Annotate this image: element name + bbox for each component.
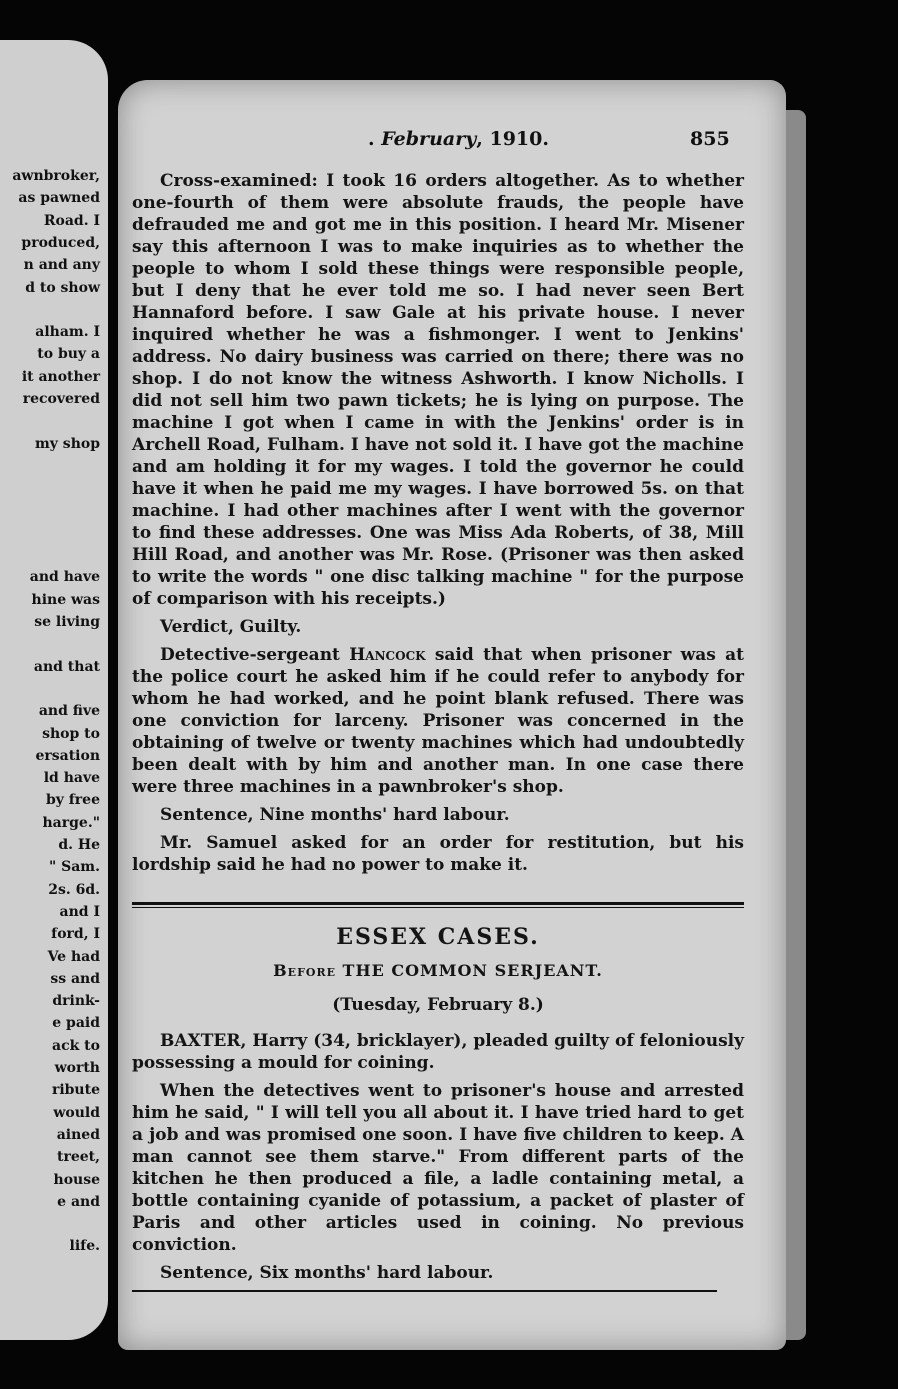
- left-page-fragment: d to show: [25, 279, 100, 296]
- before-prefix: Before: [273, 961, 336, 980]
- left-page-fragment: ained: [56, 1126, 100, 1143]
- left-page-fragment: ack to: [52, 1037, 100, 1054]
- left-page-fragment: it another: [21, 368, 100, 385]
- book-page: [118, 80, 786, 1350]
- left-page-fragment: n and any: [23, 257, 100, 274]
- left-page-fragment: and five: [38, 703, 100, 720]
- sentence-paragraph: Sentence, Nine months' hard labour.: [160, 805, 510, 825]
- left-page-fragment: produced,: [21, 234, 100, 251]
- restitution-paragraph: Mr. Samuel asked for an order for restitution, but his lordship said he had no power to make it.: [132, 833, 744, 875]
- left-page-fragment: treet,: [57, 1149, 100, 1166]
- left-page-fragment: worth: [54, 1060, 100, 1076]
- left-page-fragment: drink-: [52, 993, 100, 1010]
- left-page-fragment: ld have: [43, 770, 100, 787]
- left-page-fragment: ford, I: [51, 926, 100, 943]
- left-page-fragment: se living: [34, 614, 100, 630]
- left-page-fragment: as pawned: [18, 190, 100, 207]
- left-page-fragment: and I: [59, 903, 100, 920]
- left-page-fragment: e paid: [52, 1015, 100, 1032]
- left-page-fragment: my shop: [34, 435, 100, 452]
- left-page-fragment: d. He: [58, 837, 100, 853]
- left-page-fragment: house: [53, 1171, 100, 1188]
- hancock-rest: said that when prisoner was at the police court he asked him if he could refer to anybody for whom he had worked, and he point blank refused. There was one conviction for larceny. Prisoner was concerned in the obtaining of twelve or twenty machines which had undoubtedly been dealt with by him and another man. In one case there were three machines in a pawnbroker's shop.: [132, 645, 744, 797]
- section-rule-thick: [132, 902, 744, 905]
- left-page-fragment: Ve had: [47, 948, 100, 965]
- left-page-fragment: shop to: [42, 725, 100, 742]
- left-page-fragment: alham. I: [35, 324, 100, 341]
- hancock-prefix: Detective-sergeant: [160, 645, 350, 665]
- before-rest: THE COMMON SERJEANT.: [335, 961, 603, 980]
- verdict-paragraph: Verdict, Guilty.: [160, 617, 302, 637]
- section-rule-thin: [132, 907, 744, 908]
- left-page-fragment: awnbroker,: [12, 168, 100, 184]
- cross-examination-paragraph: Cross-examined: I took 16 orders altogether. As to whether one-fourth of them were absolute frauds, the people have defrauded me and got me in this position. I heard Mr. Misener say this afternoon I was to make inquiries as to whether the people to whom I sold these things were responsible people, but I deny that he ever told me so. I had never seen Bert Hannaford before. I saw Gale at his private house. I never inquired whether he was a fishmonger. I went to Jenkins' address. No dairy business was carried on there; there was no shop. I do not know the witness Ashworth. I know Nicholls. I did not sell him two pawn tickets; he is lying on purpose. The machine I got when I came in with the Jenkins' order is in Archell Road, Fulham. I have not sold it. I have got the machine and am holding it for my wages. I told the governor he could have it when he paid me my wages. I have borrowed 5s. on that machine. I had other machines after I went with the governor to find these addresses. One was Miss Ada Roberts, of 38, Mill Hill Road, and another was Mr. Rose. (Prisoner was then asked to write the words " one disc talking machine " for the purpose of comparison with his receipts.): [132, 171, 744, 609]
- page-number: 855: [690, 128, 730, 150]
- header-year: 1910.: [489, 128, 549, 150]
- left-page-fragment: would: [53, 1104, 100, 1121]
- page-edge-shadow: [784, 110, 806, 1340]
- left-page-fragment: and have: [29, 569, 100, 586]
- header-month: February: [381, 128, 477, 150]
- left-page-fragment: recovered: [22, 391, 100, 407]
- left-page-fragment: " Sam.: [48, 859, 100, 876]
- before-line: [132, 960, 744, 982]
- left-page-fragment: Road. I: [43, 212, 100, 229]
- end-rule: [132, 1290, 717, 1292]
- baxter-paragraph: BAXTER, Harry (34, bricklayer), pleaded guilty of feloniously possessing a mould for coining.: [132, 1031, 744, 1073]
- section-title: ESSEX CASES.: [336, 924, 540, 950]
- detectives-paragraph: When the detectives went to prisoner's house and arrested him he said, " I will tell you all about it. I have tried hard to get a job and was promised one soon. I have five children to keep. A man cannot see them starve." From different parts of the kitchen he then produced a file, a ladle containing metal, a bottle containing cyanide of potassium, a packet of plaster of Paris and other articles used in coining. No previous conviction.: [132, 1081, 744, 1255]
- left-page-fragment: to buy a: [37, 346, 100, 363]
- left-page-fragment: hine was: [31, 591, 100, 608]
- left-page-fragment: 2s. 6d.: [48, 881, 100, 898]
- left-page-fragment: harge.": [42, 814, 100, 831]
- left-page-fragment: and that: [33, 658, 100, 675]
- hancock-name: Hancock: [349, 645, 426, 665]
- left-page-fragment: ersation: [35, 747, 100, 764]
- body-text: [132, 170, 744, 1292]
- left-page-fragment: ribute: [51, 1082, 100, 1099]
- left-page-fragment: by free: [45, 792, 100, 809]
- left-page-fragment: ss and: [50, 970, 100, 987]
- left-page-fragment: e and: [57, 1193, 100, 1210]
- left-page-edge: [0, 40, 108, 1340]
- session-date: (Tuesday, February 8.): [332, 995, 544, 1015]
- baxter-sentence-paragraph: Sentence, Six months' hard labour.: [160, 1263, 494, 1283]
- left-page-fragment: life.: [69, 1238, 100, 1255]
- hancock-paragraph: [132, 644, 744, 798]
- header-date: . February, 1910.: [368, 128, 549, 150]
